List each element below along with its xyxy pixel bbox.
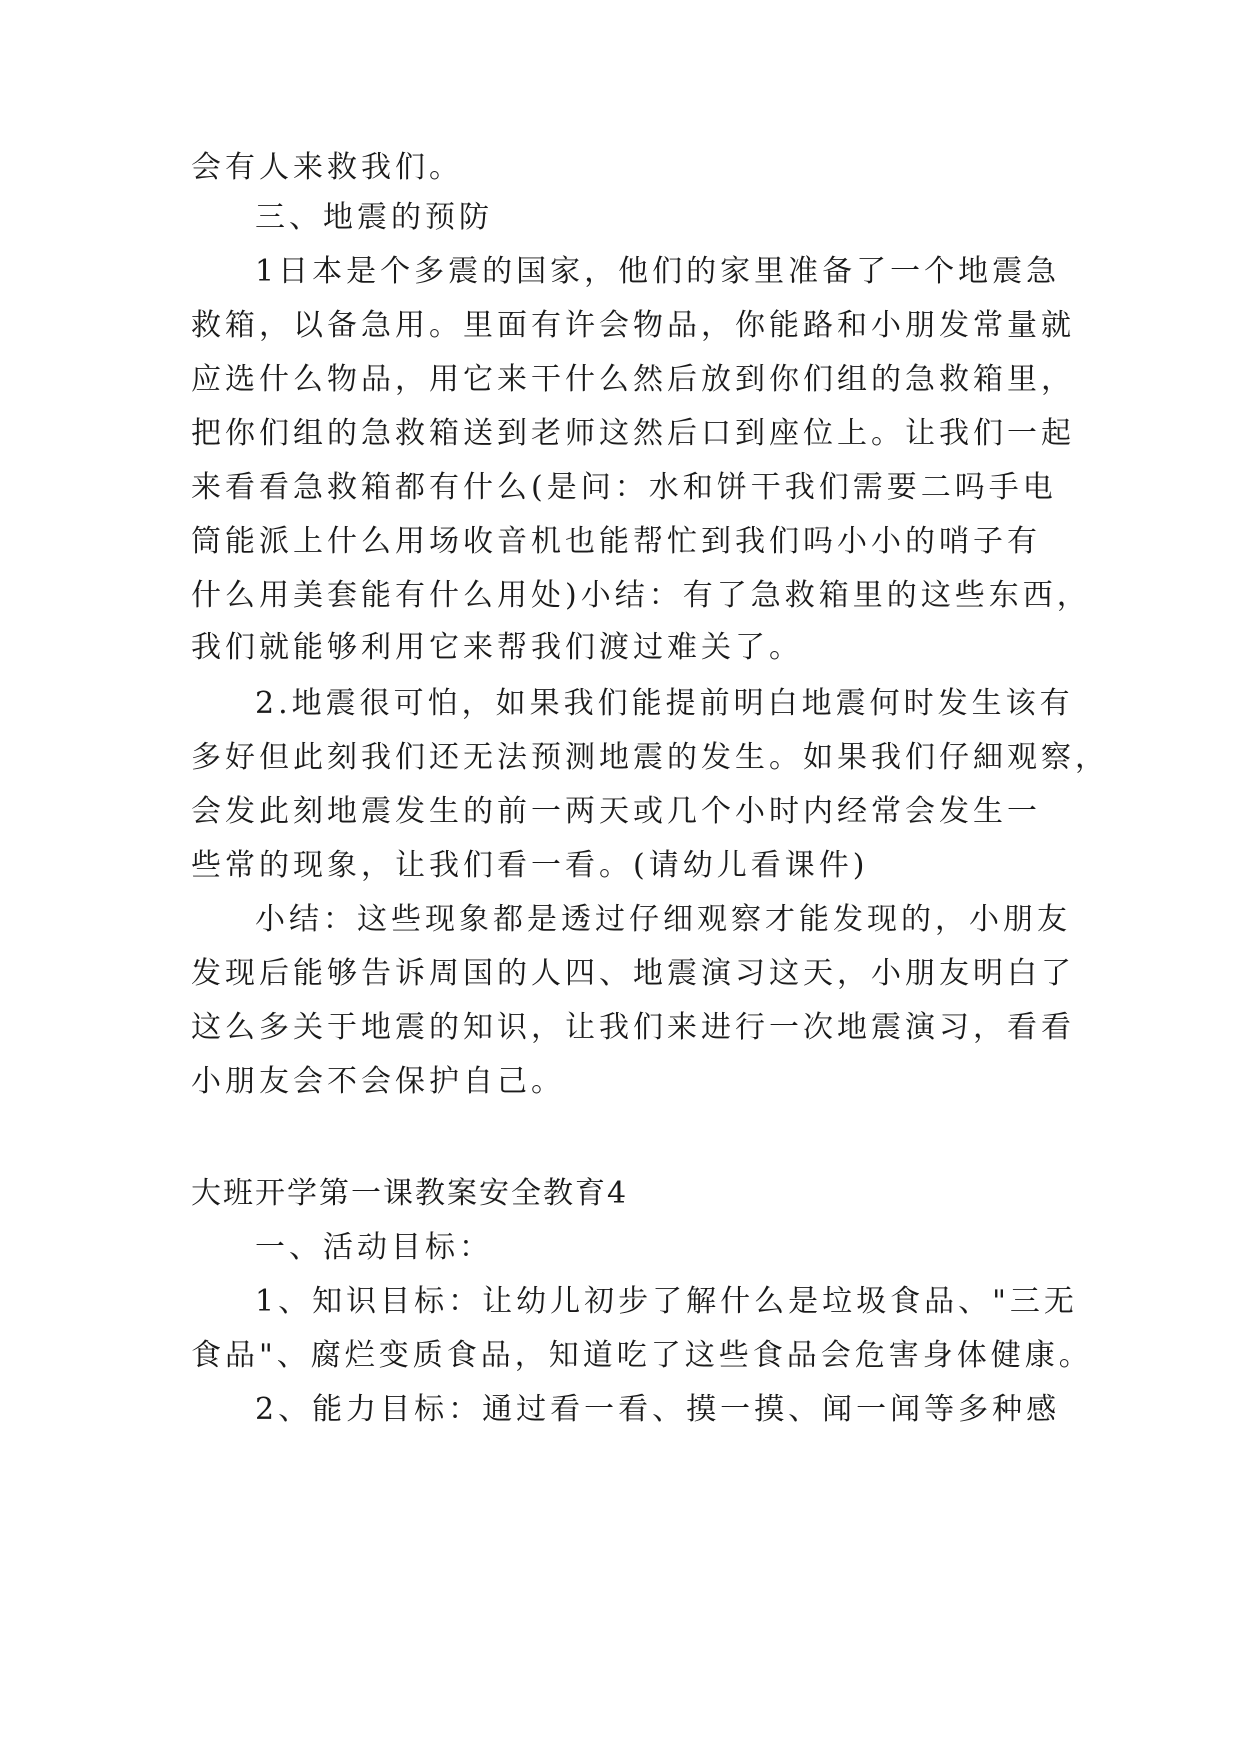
- paragraph-line: 会发此刻地震发生的前一两天或几个小时内经常会发生一: [191, 794, 1041, 829]
- paragraph-line: 2.地震很可怕，如果我们能提前明白地震何时发生该有: [255, 686, 1074, 721]
- paragraph-line: 什么用美套能有什么用处)小结：有了急救箱里的这些东西，: [191, 578, 1091, 613]
- paragraph-line: 小朋友会不会保护自己。: [191, 1064, 565, 1099]
- paragraph-line: 1日本是个多震的国家，他们的家里准备了一个地震急: [255, 254, 1061, 289]
- paragraph-line: 多好但此刻我们还无法预测地震的发生。如果我们仔細观察，: [191, 740, 1109, 775]
- paragraph-line: 食品"、腐烂变质食品，知道吃了这些食品会危害身体健康。: [191, 1338, 1093, 1373]
- paragraph-line: 把你们组的急救箱送到老师这然后口到座位上。让我们一起: [191, 416, 1075, 451]
- paragraph-line: 我们就能够利用它来帮我们渡过难关了。: [191, 630, 803, 665]
- paragraph-line: 来看看急救箱都有什么(是问：水和饼干我们需要二吗手电: [191, 470, 1057, 505]
- lesson-title: 大班开学第一课教案安全教育4: [191, 1176, 629, 1211]
- paragraph-line: 小结：这些现象都是透过仔细观察才能发现的，小朋友: [255, 902, 1071, 937]
- section-heading-goals: 一、活动目标：: [255, 1230, 493, 1265]
- paragraph-line: 救箱，以备急用。里面有许会物品，你能路和小朋发常量就: [191, 308, 1075, 343]
- paragraph-line: 些常的现象，让我们看一看。(请幼儿看课件): [191, 848, 869, 883]
- section-heading-prevention: 三、地震的预防: [255, 200, 493, 235]
- paragraph-line: 发现后能够告诉周国的人四、地震演习这天，小朋友明白了: [191, 956, 1075, 991]
- paragraph-line: 这么多关于地震的知识，让我们来进行一次地震演习，看看: [191, 1010, 1075, 1045]
- paragraph-line: 2、能力目标：通过看一看、摸一摸、闻一闻等多种感: [255, 1392, 1061, 1427]
- paragraph-line: 1、知识目标：让幼儿初步了解什么是垃圾食品、"三无: [255, 1284, 1078, 1319]
- paragraph-line: 应选什么物品，用它来干什么然后放到你们组的急救箱里，: [191, 362, 1075, 397]
- paragraph-line: 筒能派上什么用场收音机也能帮忙到我们吗小小的哨子有: [191, 524, 1041, 559]
- paragraph-line: 会有人来救我们。: [191, 150, 463, 185]
